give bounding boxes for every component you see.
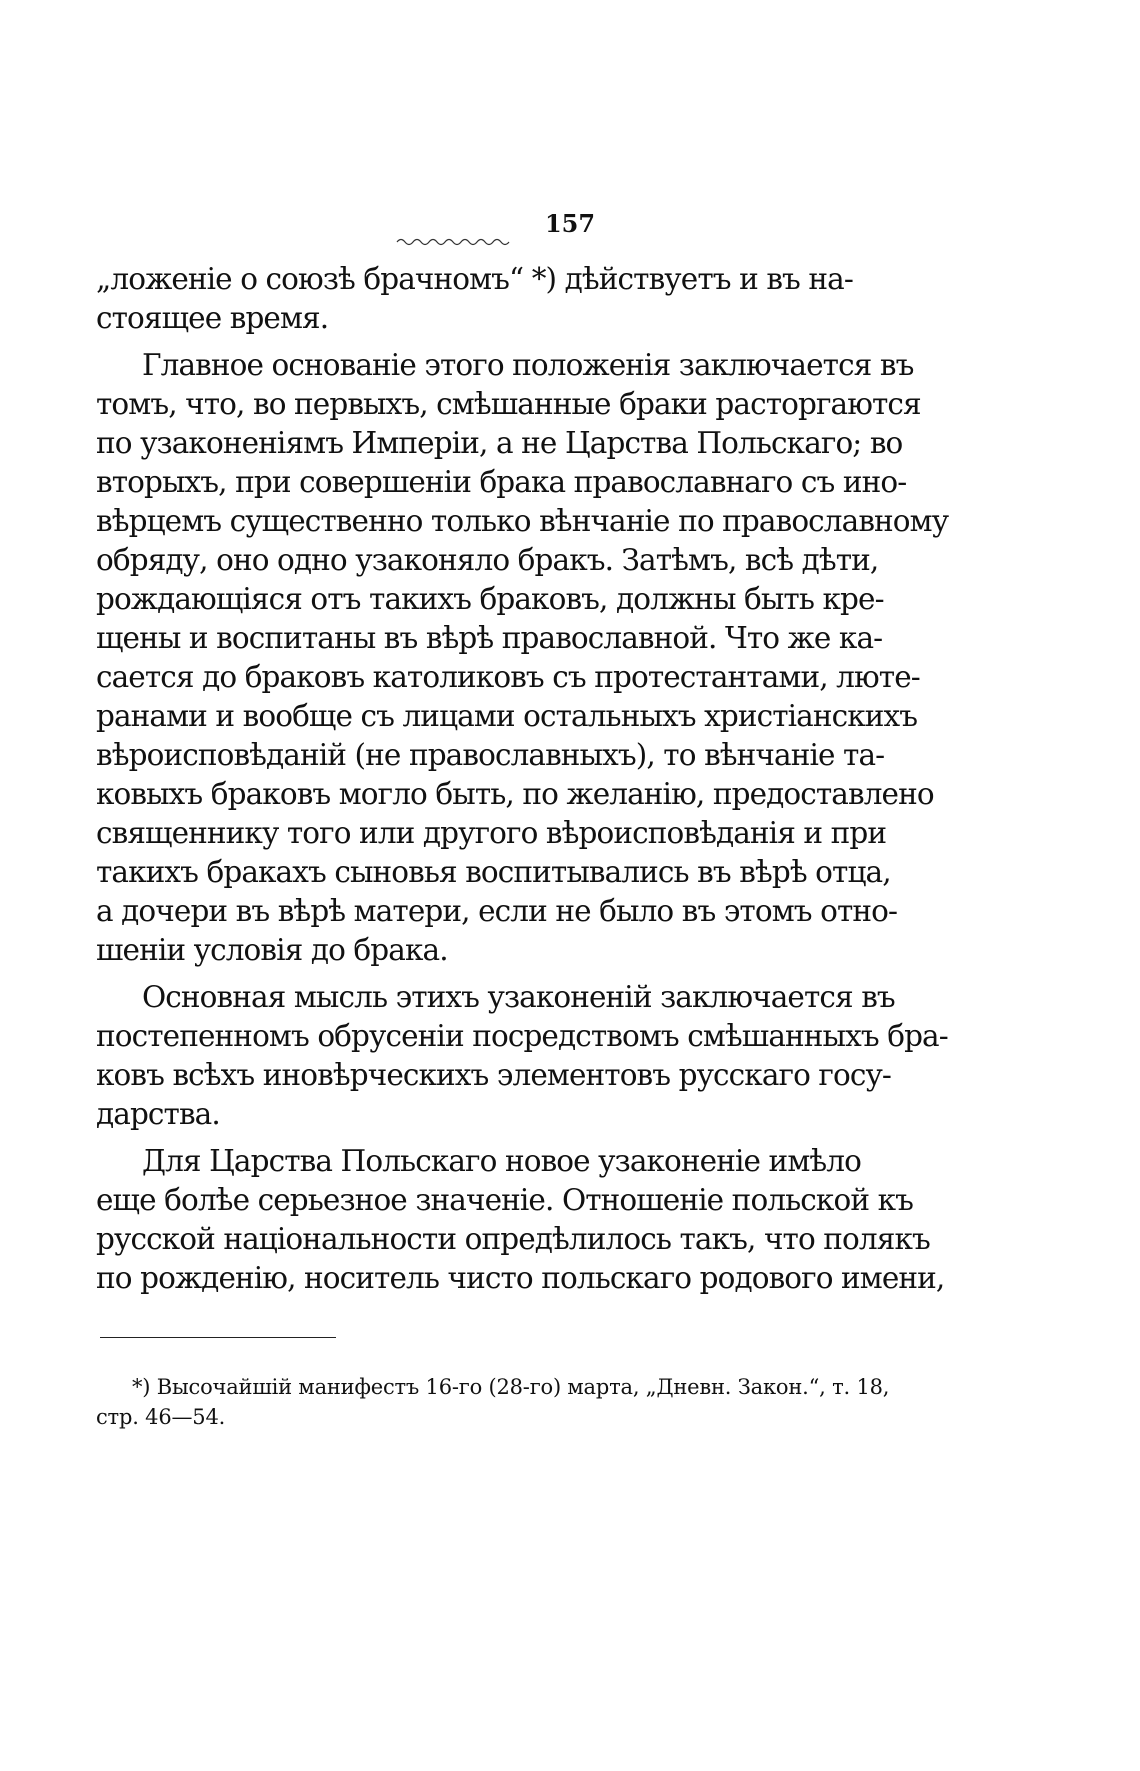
text-line: такихъ бракахъ сыновья воспитывались въ вѣрѣ отца, [96,855,891,889]
text-line: ранами и вообще съ лицами остальныхъ христіанскихъ [96,699,918,733]
text-line: еще болѣе серьезное значеніе. Отношеніе польской къ [96,1183,913,1217]
text-line: вѣроисповѣданій (не православныхъ), то вѣнчаніе та- [96,738,885,772]
paragraph [96,1142,945,1298]
text-line: рождающіяся отъ такихъ браковъ, должны быть кре- [96,582,884,616]
footnote [96,1372,890,1432]
text-line: дарства. [96,1097,220,1131]
wavy-ornament [395,236,515,246]
text-line: ковъ всѣхъ иновѣрческихъ элементовъ русскаго госу- [96,1058,891,1092]
text-line: вторыхъ, при совершеніи брака православнаго съ ино- [96,465,907,499]
text-line: вѣрцемъ существенно только вѣнчаніе по православному [96,504,949,538]
text-line: щены и воспитаны въ вѣрѣ православной. Что же ка- [96,621,883,655]
text-line: Для Царства Польскаго новое узаконеніе имѣло [142,1144,861,1178]
text-line: ковыхъ браковъ могло быть, по желанію, предоставлено [96,777,934,811]
page-number: 157 [544,209,596,238]
text-line: а дочери въ вѣрѣ матери, если не было въ этомъ отно- [96,894,898,928]
text-line: стоящее время. [96,301,329,335]
footnote-line: стр. 46—54. [96,1405,226,1429]
text-line: сается до браковъ католиковъ съ протестантами, люте- [96,660,920,694]
text-line: по рожденію, носитель чисто польскаго родового имени, [96,1261,945,1295]
text-line: Основная мысль этихъ узаконеній заключается въ [142,980,895,1014]
footnote-line: *) Высочайшій манифестъ 16-го (28-го) марта, „Дневн. Закон.“, т. 18, [132,1375,890,1399]
paragraph [96,260,853,338]
text-line: Главное основаніе этого положенія заключается въ [142,348,914,382]
text-line: обряду, оно одно узаконяло бракъ. Затѣмъ, всѣ дѣти, [96,543,879,577]
text-line: томъ, что, во первыхъ, смѣшанные браки расторгаются [96,387,921,421]
text-line: „ложеніе о союзѣ брачномъ“ *) дѣйствуетъ и въ на- [96,262,853,296]
body-text [96,260,949,1298]
text-line: шеніи условія до брака. [96,933,448,967]
paragraph [96,978,948,1134]
text-line: по узаконеніямъ Имперіи, а не Царства Польскаго; во [96,426,903,460]
footnote-rule [100,1337,336,1338]
text-line: постепенномъ обрусеніи посредствомъ смѣшанныхъ бра- [96,1019,948,1053]
text-line: священнику того или другого вѣроисповѣданія и при [96,816,887,850]
paragraph [96,346,949,970]
text-line: русской національности опредѣлилось такъ, что полякъ [96,1222,930,1256]
